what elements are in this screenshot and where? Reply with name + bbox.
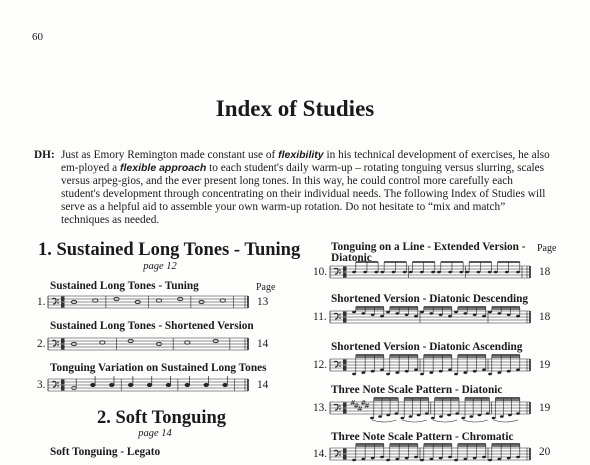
exercise-number: 13. — [313, 402, 328, 414]
exercise-title: Sustained Long Tones - Shortened Version — [50, 320, 254, 332]
exercise-page: 18 — [539, 311, 551, 323]
exercise-title: Three Note Scale Pattern - Chromatic — [331, 431, 514, 443]
exercise-title: Shortened Version - Diatonic Ascending — [331, 341, 523, 353]
exercise-page: 14 — [257, 338, 269, 350]
section-page-ref: page 12 — [143, 261, 177, 272]
page-column-header: Page — [537, 243, 557, 254]
exercise-title — [331, 242, 531, 264]
exercise-page: 20 — [539, 446, 551, 458]
music-staff — [48, 293, 248, 313]
exercise-number: 2. — [37, 338, 46, 350]
music-staff — [48, 335, 248, 355]
exercise-title: Three Note Scale Pattern - Diatonic — [331, 384, 503, 396]
section-page-ref: page 14 — [138, 428, 172, 439]
svg-text:#: # — [357, 405, 363, 413]
page-column-header: Page — [256, 282, 276, 293]
exercise-number: 1. — [37, 296, 46, 308]
intro-body — [61, 149, 554, 228]
intro-lead: DH: — [34, 149, 55, 161]
exercise-title: Shortened Version - Diatonic Descending — [331, 293, 529, 305]
music-staff — [330, 445, 530, 465]
svg-text:#: # — [360, 399, 367, 407]
exercise-number: 11. — [313, 311, 327, 323]
intro-text: in his technical development of exercises, he also em-ployed a — [61, 149, 550, 175]
music-staff — [48, 376, 248, 396]
intro-text: Just as Emory Remington made constant use of — [61, 149, 279, 161]
music-staff — [330, 263, 530, 283]
exercise-page: 18 — [539, 266, 551, 278]
exercise-title: Sustained Long Tones - Tuning — [50, 280, 199, 292]
exercise-page: 19 — [539, 359, 551, 371]
exercise-page: 13 — [257, 296, 269, 308]
intro-highlight: flexibility — [278, 149, 324, 161]
exercise-number: 12. — [313, 359, 328, 371]
svg-text:#: # — [350, 399, 356, 407]
section-heading: 2. Soft Tonguing — [97, 408, 227, 428]
music-staff — [330, 399, 530, 419]
exercise-title-text: Tonguing on a Line - Extended Version - Diatonic — [331, 241, 526, 264]
exercise-number: 10. — [313, 266, 328, 278]
intro-text: to each student's daily warm-up – rotating tonguing versus slurring, scales versus arpeg-gios, and the ever present long tones. In this way, he could control more carefully each student's development through concentrating on their individual needs. The following Index of Studies will serve as a helpful aid to assemble your own warm-up rotation. Do not hesitate to “mix and match” techniques as needed. — [61, 162, 546, 227]
exercise-page: 19 — [539, 402, 551, 414]
page-number: 60 — [32, 31, 43, 43]
svg-text:#: # — [364, 402, 370, 410]
svg-text:#: # — [353, 402, 360, 410]
intro-paragraph — [34, 149, 554, 228]
page-title: Index of Studies — [215, 96, 375, 121]
music-staff — [330, 308, 530, 328]
exercise-number: 3. — [37, 379, 46, 391]
exercise-number: 14. — [313, 448, 328, 460]
music-staff — [330, 356, 530, 376]
exercise-title: Tonguing Variation on Sustained Long Tones — [50, 362, 267, 374]
section-heading: 1. Sustained Long Tones - Tuning — [38, 240, 301, 260]
intro-highlight: flexible approach — [119, 162, 207, 175]
exercise-page: 14 — [257, 379, 269, 391]
exercise-title: Soft Tonguing - Legato — [50, 446, 161, 458]
